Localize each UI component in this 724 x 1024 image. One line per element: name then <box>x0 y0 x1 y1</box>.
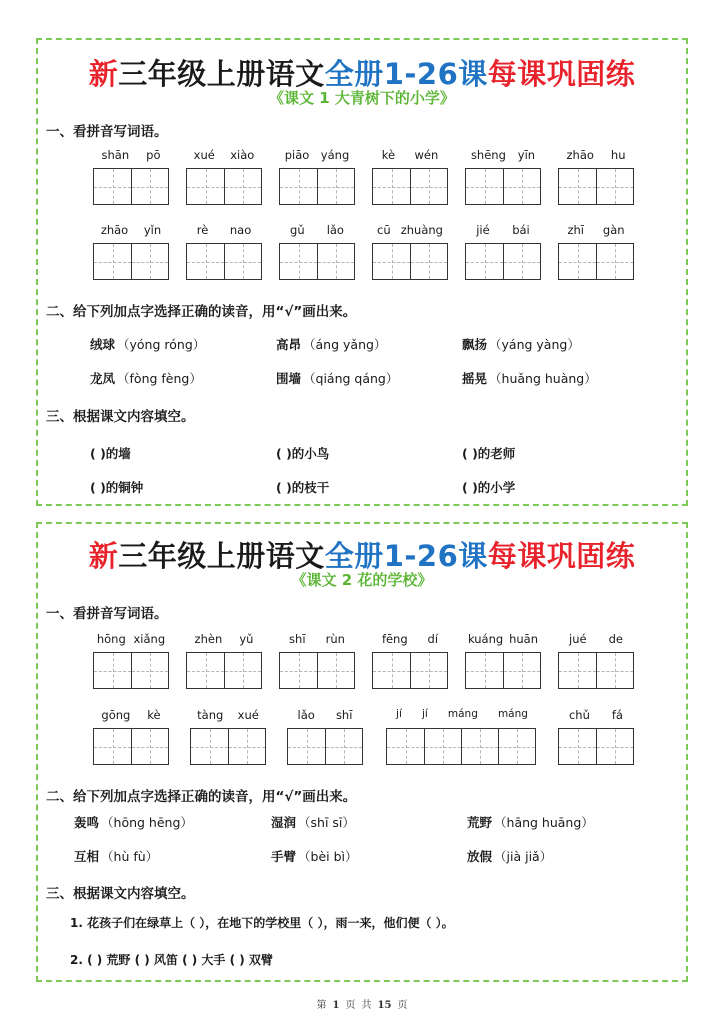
choice-item[interactable]: 摇晃 （huǎng huàng） <box>462 371 597 386</box>
fill-blank-item[interactable]: ( )的枝干 <box>276 480 330 495</box>
writing-boxes[interactable] <box>386 728 536 765</box>
section-heading-choice: 二、给下列加点字选择正确的读音，用“√”画出来。 <box>46 789 357 805</box>
choice-item[interactable]: 龙凤 （fòng fèng） <box>90 371 202 386</box>
lesson-1-panel: 新三年级上册语文全册1-26课每课巩固练 《课文 1 大青树下的小学》 一、看拼音写词语。 shān pō xué xiào piāo yáng kè wén shēng yīn zhāo hu zhāo yǐn rè nao gǔ lǎo cū zhuàng jié bái zhī gàn 二、给下列加点字选择正确的读音，用“√”画出来。 绒球 （yóng róng） 高昂 （áng yǎng） 飘扬 （yáng yàng） 龙凤 （fòng fèng） 围墙 （qiáng qáng） 摇晃 （huǎng huàng） 三、根据课文内容填空。 ( )的墙 ( )的小鸟 ( )的老师 ( )的铜钟 ( )的枝干 ( )的小学 <box>36 38 688 506</box>
writing-boxes[interactable] <box>372 243 448 280</box>
writing-boxes[interactable] <box>558 652 634 689</box>
fill-blank-line[interactable]: 2. ( ) 荒野 ( ) 风笛 ( ) 大手 ( ) 双臂 <box>70 953 273 967</box>
fill-blank-item[interactable]: ( )的小鸟 <box>276 446 330 461</box>
writing-boxes[interactable] <box>465 243 541 280</box>
choice-item[interactable]: 高昂 （áng yǎng） <box>276 337 387 352</box>
writing-boxes[interactable] <box>93 243 169 280</box>
choice-item[interactable]: 绒球 （yóng róng） <box>90 337 206 352</box>
choice-item[interactable]: 荒野 （hāng huāng） <box>467 815 594 830</box>
writing-boxes[interactable] <box>558 243 634 280</box>
writing-boxes[interactable] <box>372 652 448 689</box>
section-heading-pinyin: 一、看拼音写词语。 <box>46 124 168 140</box>
section-heading-pinyin: 一、看拼音写词语。 <box>46 606 168 622</box>
lesson-subtitle: 《课文 1 大青树下的小学》 <box>269 89 455 107</box>
writing-boxes[interactable] <box>279 168 355 205</box>
section-heading-fill: 三、根据课文内容填空。 <box>46 886 195 902</box>
choice-item[interactable]: 手臂 （bèi bì） <box>271 849 358 864</box>
writing-boxes[interactable] <box>279 243 355 280</box>
writing-boxes[interactable] <box>558 728 634 765</box>
section-heading-choice: 二、给下列加点字选择正确的读音，用“√”画出来。 <box>46 304 357 320</box>
writing-boxes[interactable] <box>287 728 363 765</box>
fill-blank-item[interactable]: ( )的老师 <box>462 446 516 461</box>
header-title: 新三年级上册语文全册1-26课每课巩固练 <box>88 539 636 573</box>
fill-blank-item[interactable]: ( )的墙 <box>90 446 131 461</box>
section-heading-fill: 三、根据课文内容填空。 <box>46 409 195 425</box>
choice-item[interactable]: 轰鸣 （hōng hēng） <box>74 815 193 830</box>
writing-boxes[interactable] <box>186 652 262 689</box>
writing-boxes[interactable] <box>279 652 355 689</box>
fill-blank-item[interactable]: ( )的小学 <box>462 480 516 495</box>
writing-boxes[interactable] <box>372 168 448 205</box>
writing-boxes[interactable] <box>93 652 169 689</box>
writing-boxes[interactable] <box>558 168 634 205</box>
header-title: 新三年级上册语文全册1-26课每课巩固练 <box>88 57 636 91</box>
writing-boxes[interactable] <box>93 168 169 205</box>
choice-item[interactable]: 互相 （hù fù） <box>74 849 159 864</box>
writing-boxes[interactable] <box>465 652 541 689</box>
writing-boxes[interactable] <box>93 728 169 765</box>
fill-blank-item[interactable]: ( )的铜钟 <box>90 480 144 495</box>
writing-boxes[interactable] <box>186 168 262 205</box>
lesson-subtitle: 《课文 2 花的学校》 <box>291 571 433 589</box>
writing-boxes[interactable] <box>465 168 541 205</box>
choice-item[interactable]: 围墙 （qiáng qáng） <box>276 371 399 386</box>
choice-item[interactable]: 飘扬 （yáng yàng） <box>462 337 580 352</box>
choice-item[interactable]: 湿润 （shī sī） <box>271 815 355 830</box>
writing-boxes[interactable] <box>186 243 262 280</box>
choice-item[interactable]: 放假 （jià jiǎ） <box>467 849 553 864</box>
writing-boxes[interactable] <box>190 728 266 765</box>
page-footer: 第 1 页 共 15 页 <box>316 1000 408 1011</box>
fill-blank-line[interactable]: 1. 花孩子们在绿草上（ ），在地下的学校里（ ），雨一来，他们便（ ）。 <box>70 916 454 930</box>
lesson-2-panel: 新三年级上册语文全册1-26课每课巩固练 《课文 2 花的学校》 一、看拼音写词语。 hōng xiǎng zhèn yǔ shī rùn fēng dí kuáng huān jué de gōng kè tàng xué lǎo shī jí jí máng máng chǔ fá 二、给下列加点字选择正确的读音，用“√”画出来。 轰鸣 （hōng hēng） 湿润 （shī sī） 荒野 （hāng huāng） 互相 （hù fù） 手臂 （bèi bì） 放假 （jià jiǎ） 三、根据课文内容填空。 1. 花孩子们在绿草上（ ），在地下的学校里（ ），雨一来，他们便（ ）。 2. ( ) 荒野 ( ) 风笛 ( ) 大手 ( ) 双臂 <box>36 522 688 982</box>
